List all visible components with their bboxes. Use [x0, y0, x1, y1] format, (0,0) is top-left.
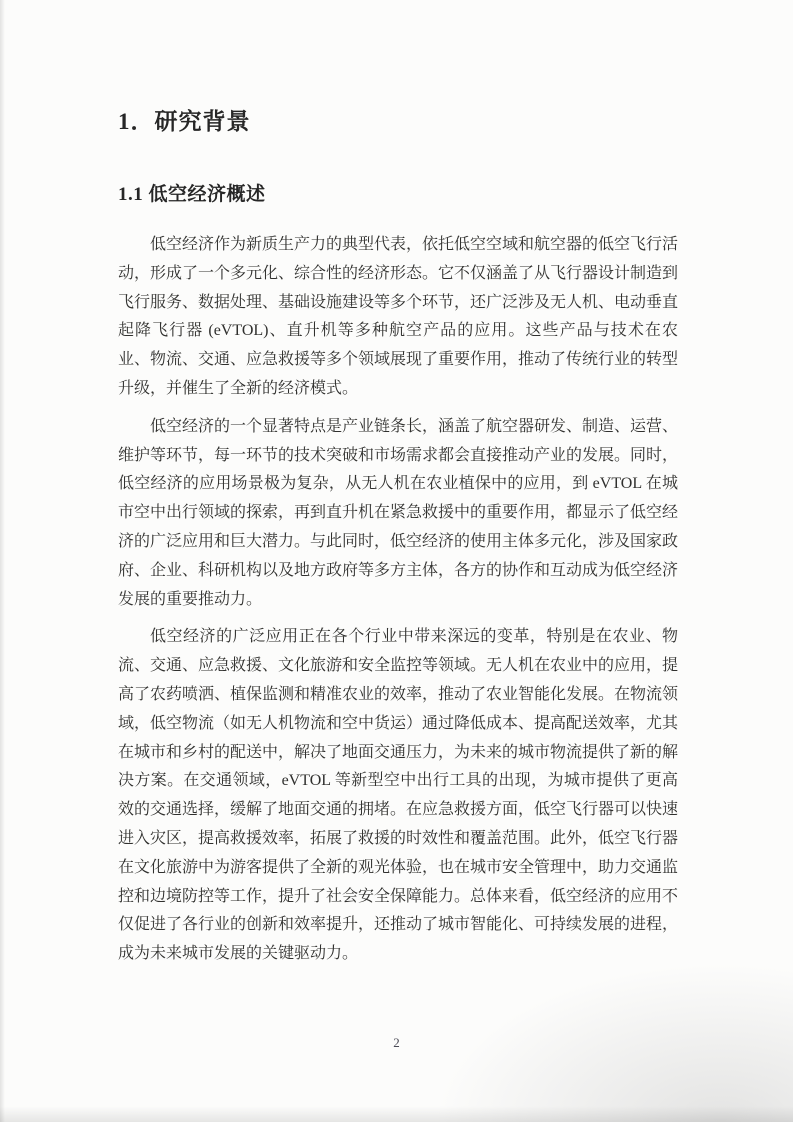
body-text	[118, 231, 678, 969]
scan-blotch-shadow	[433, 962, 793, 1122]
body-paragraph: 低空经济作为新质生产力的典型代表，依托低空空域和航空器的低空飞行活动，形成了一个多元化、综合性的经济形态。它不仅涵盖了从飞行器设计制造到飞行服务、数据处理、基础设施建设等多个环节，还广泛涉及无人机、电动垂直起降飞行器 (eVTOL)、直升机等多种航空产品的应用。这些产品与技术在农业、物流、交通、应急救援等多个领域展现了重要作用，推动了传统行业的转型升级，并催生了全新的经济模式。	[118, 236, 679, 397]
section-heading: 1．研究背景	[118, 109, 251, 134]
subsection-heading: 1.1 低空经济概述	[118, 184, 266, 205]
page-content	[118, 103, 678, 969]
body-paragraph: 低空经济的一个显著特点是产业链条长，涵盖了航空器研发、制造、运营、维护等环节，每一环节的技术突破和市场需求都会直接推动产业的发展。同时，低空经济的应用场景极为复杂，从无人机在农业植保中的应用，到 eVTOL 在城市空中出行领域的探索，再到直升机在紧急救援中的重要作用，都显示了低空经济的广泛应用和巨大潜力。与此同时，低空经济的使用主体多元化，涉及国家政府、企业、科研机构以及地方政府等多方主体，各方的协作和互动成为低空经济发展的重要推动力。	[118, 417, 679, 608]
scan-bottom-shadow	[0, 1106, 793, 1122]
scan-edge-shadow	[0, 0, 5, 1122]
body-paragraph: 低空经济的广泛应用正在各个行业中带来深远的变革，特别是在农业、物流、交通、应急救援、文化旅游和安全监控等领域。无人机在农业中的应用，提高了农药喷洒、植保监测和精准农业的效率，推动了农业智能化发展。在物流领域，低空物流（如无人机物流和空中货运）通过降低成本、提高配送效率，尤其在城市和乡村的配送中，解决了地面交通压力，为未来的城市物流提供了新的解决方案。在交通领域，eVTOL 等新型空中出行工具的出现，为城市提供了更高效的交通选择，缓解了地面交通的拥堵。在应急救援方面，低空飞行器可以快速进入灾区，提高救援效率，拓展了救援的时效性和覆盖范围。此外，低空飞行器在文化旅游中为游客提供了全新的观光体验，也在城市安全管理中，助力交通监控和边境防控等工作，提升了社会安全保障能力。总体来看，低空经济的应用不仅促进了各行业的创新和效率提升，还推动了城市智能化、可持续发展的进程，成为未来城市发展的关键驱动力。	[118, 628, 679, 963]
page-number: 2	[393, 1035, 400, 1050]
